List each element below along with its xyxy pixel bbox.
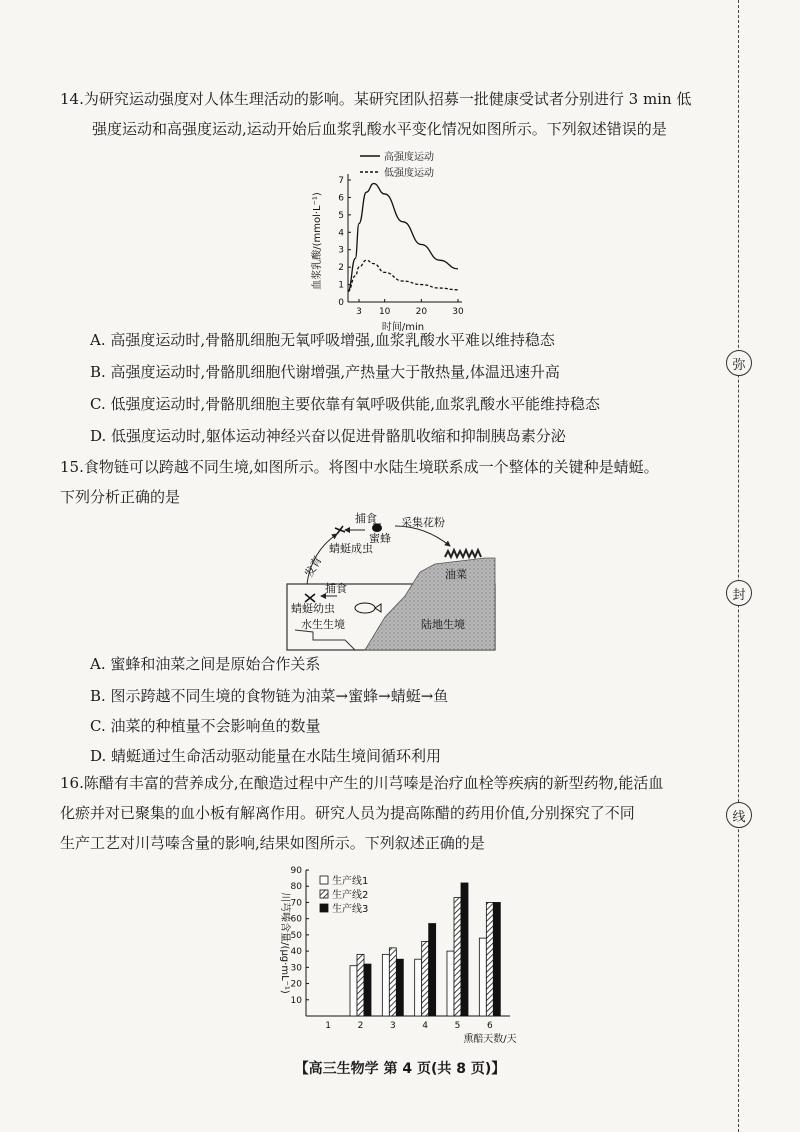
label-collect: 采集花粉 — [401, 516, 445, 529]
bar-生产线1-day-4 — [415, 959, 422, 1016]
stem-line: 食物链可以跨越不同生境,如图所示。将图中水陆生境联系成一个整体的关键种是蜻蜓。 — [83, 458, 659, 476]
x-tick-label: 3 — [356, 307, 362, 317]
bee-icon — [372, 524, 382, 532]
y-tick-label: 50 — [290, 930, 302, 941]
x-tick-label: 3 — [389, 1021, 396, 1031]
binding-mark-2: 封 — [726, 580, 752, 606]
binding-mark-3: 线 — [726, 802, 752, 828]
tetramethylpyrazine-bar-chart — [270, 860, 530, 1050]
stem-line: 陈醋有丰富的营养成分,在酿造过程中产生的川芎嗪是治疗血栓等疾病的新型药物,能活血 — [83, 774, 664, 792]
y-tick-label: 4 — [338, 228, 344, 239]
question-15-stem — [60, 452, 720, 512]
legend-swatch — [320, 904, 328, 912]
y-tick-label: 7 — [338, 176, 344, 186]
bar-生产线1-day-6 — [479, 938, 486, 1016]
label-larva: 蜻蜓幼虫 — [291, 602, 335, 615]
question-16-stem — [60, 768, 720, 858]
bar-生产线2-day-2 — [357, 954, 364, 1016]
collect-arrow — [395, 526, 450, 546]
x-tick-label: 2 — [357, 1021, 364, 1031]
bar-生产线1-day-5 — [447, 951, 454, 1016]
page-footer: 【高三生物学 第 4 页(共 8 页)】 — [294, 1061, 506, 1077]
x-tick-label: 4 — [422, 1021, 429, 1031]
legend-swatch — [320, 890, 328, 898]
option-d[interactable]: D. 低强度运动时,躯体运动神经兴奋以促进骨骼肌收缩和抑制胰岛素分泌 — [90, 427, 566, 445]
stem-line: 强度运动和高强度运动,运动开始后血浆乳酸水平变化情况如图所示。下列叙述错误的是 — [92, 120, 667, 138]
lactate-line-chart — [300, 142, 480, 338]
x-tick-label: 1 — [325, 1021, 332, 1031]
y-tick-label: 3 — [338, 245, 344, 256]
x-axis-label: 时间/min — [381, 322, 425, 333]
bar-生产线3-day-5 — [461, 883, 468, 1016]
y-tick-label: 10 — [290, 995, 302, 1006]
y-tick-label: 2 — [338, 263, 344, 274]
bar-生产线1-day-3 — [382, 954, 389, 1016]
y-axis-label: 川芎嗪含量/(μg·mL⁻¹) — [279, 892, 290, 994]
food-chain-figure — [285, 512, 500, 652]
option-a[interactable]: A. 高强度运动时,骨骼肌细胞无氧呼吸增强,血浆乳酸水平难以维持稳态 — [90, 331, 555, 349]
water-line — [295, 630, 355, 650]
y-tick-label: 1 — [338, 280, 344, 291]
x-tick-label: 6 — [486, 1021, 493, 1031]
high-intensity-line — [348, 183, 458, 291]
y-tick-label: 20 — [290, 979, 302, 990]
y-axis-label: 血浆乳酸/(mmol·L⁻¹) — [312, 192, 323, 290]
flowers-icon — [445, 550, 481, 557]
label-adult: 蜻蜓成虫 — [329, 542, 373, 555]
x-tick-label: 10 — [378, 307, 391, 317]
legend-swatch — [320, 876, 328, 884]
low-intensity-line — [348, 260, 458, 291]
stem-line: 化瘀并对已聚集的血小板有解离作用。研究人员为提高陈醋的药用价值,分别探究了不同 — [60, 804, 635, 822]
bar-生产线3-day-3 — [396, 959, 403, 1016]
option-d[interactable]: D. 蜻蜓通过生命活动驱动能量在水陆生境间循环利用 — [90, 747, 442, 765]
question-number: 14. — [60, 90, 84, 108]
x-tick-label: 20 — [415, 307, 428, 317]
bar-生产线2-day-4 — [422, 941, 429, 1016]
legend-label: 生产线2 — [332, 890, 369, 901]
land-terrain — [365, 558, 495, 650]
dragonfly-adult-icon — [335, 526, 345, 534]
x-tick-label: 5 — [454, 1021, 461, 1031]
bar-生产线2-day-6 — [486, 902, 493, 1016]
y-tick-label: 40 — [290, 947, 302, 958]
label-prey-2: 捕食 — [325, 582, 347, 595]
y-tick-label: 60 — [290, 914, 302, 925]
option-b[interactable]: B. 高强度运动时,骨骼肌细胞代谢增强,产热量大于散热量,体温迅速升高 — [90, 363, 560, 381]
binding-dashed-line — [738, 0, 739, 1132]
y-tick-label: 80 — [290, 882, 302, 893]
y-tick-label: 70 — [290, 898, 302, 909]
label-rape: 油菜 — [445, 568, 467, 581]
bar-生产线3-day-2 — [364, 964, 371, 1016]
dragonfly-larva-icon — [305, 594, 315, 602]
binding-mark-1: 弥 — [726, 350, 752, 376]
stem-line: 为研究运动强度对人体生理活动的影响。某研究团队招募一批健康受试者分别进行 3 min 低 — [83, 90, 692, 108]
question-number: 16. — [60, 774, 84, 792]
bar-生产线2-day-3 — [389, 948, 396, 1016]
stem-line: 下列分析正确的是 — [60, 488, 181, 506]
y-tick-label: 6 — [338, 193, 344, 204]
legend-label: 高强度运动 — [384, 152, 434, 163]
question-14-stem — [60, 84, 720, 144]
fish-icon — [355, 603, 381, 613]
option-b[interactable]: B. 图示跨越不同生境的食物链为油菜→蜜蜂→蜻蜓→鱼 — [90, 687, 449, 705]
legend-label: 生产线3 — [332, 904, 369, 915]
label-water: 水生生境 — [301, 618, 345, 631]
option-a[interactable]: A. 蜜蜂和油菜之间是原始合作关系 — [90, 655, 321, 673]
bar-生产线1-day-2 — [350, 966, 357, 1016]
label-bee: 蜜蜂 — [369, 532, 391, 545]
legend-label: 低强度运动 — [384, 168, 434, 179]
legend-label: 生产线1 — [332, 876, 369, 887]
label-develop: 发育 — [302, 553, 325, 580]
bar-生产线2-day-5 — [454, 898, 461, 1016]
y-tick-label: 5 — [338, 210, 344, 221]
label-land: 陆地生境 — [421, 618, 465, 631]
x-tick-label: 30 — [452, 307, 464, 317]
x-axis-label: 熏醅天数/天 — [463, 1034, 517, 1045]
bar-生产线3-day-6 — [493, 902, 500, 1016]
y-tick-label: 90 — [290, 866, 302, 876]
bar-生产线3-day-4 — [429, 924, 436, 1016]
y-tick-label: 0 — [338, 298, 344, 308]
option-c[interactable]: C. 低强度运动时,骨骼肌细胞主要依靠有氧呼吸供能,血浆乳酸水平能维持稳态 — [90, 395, 601, 413]
y-tick-label: 30 — [290, 963, 302, 974]
label-prey-1: 捕食 — [355, 512, 377, 525]
question-number: 15. — [60, 458, 84, 476]
stem-line: 生产工艺对川芎嗪含量的影响,结果如图所示。下列叙述正确的是 — [60, 834, 485, 852]
option-c[interactable]: C. 油菜的种植量不会影响鱼的数量 — [90, 717, 321, 735]
